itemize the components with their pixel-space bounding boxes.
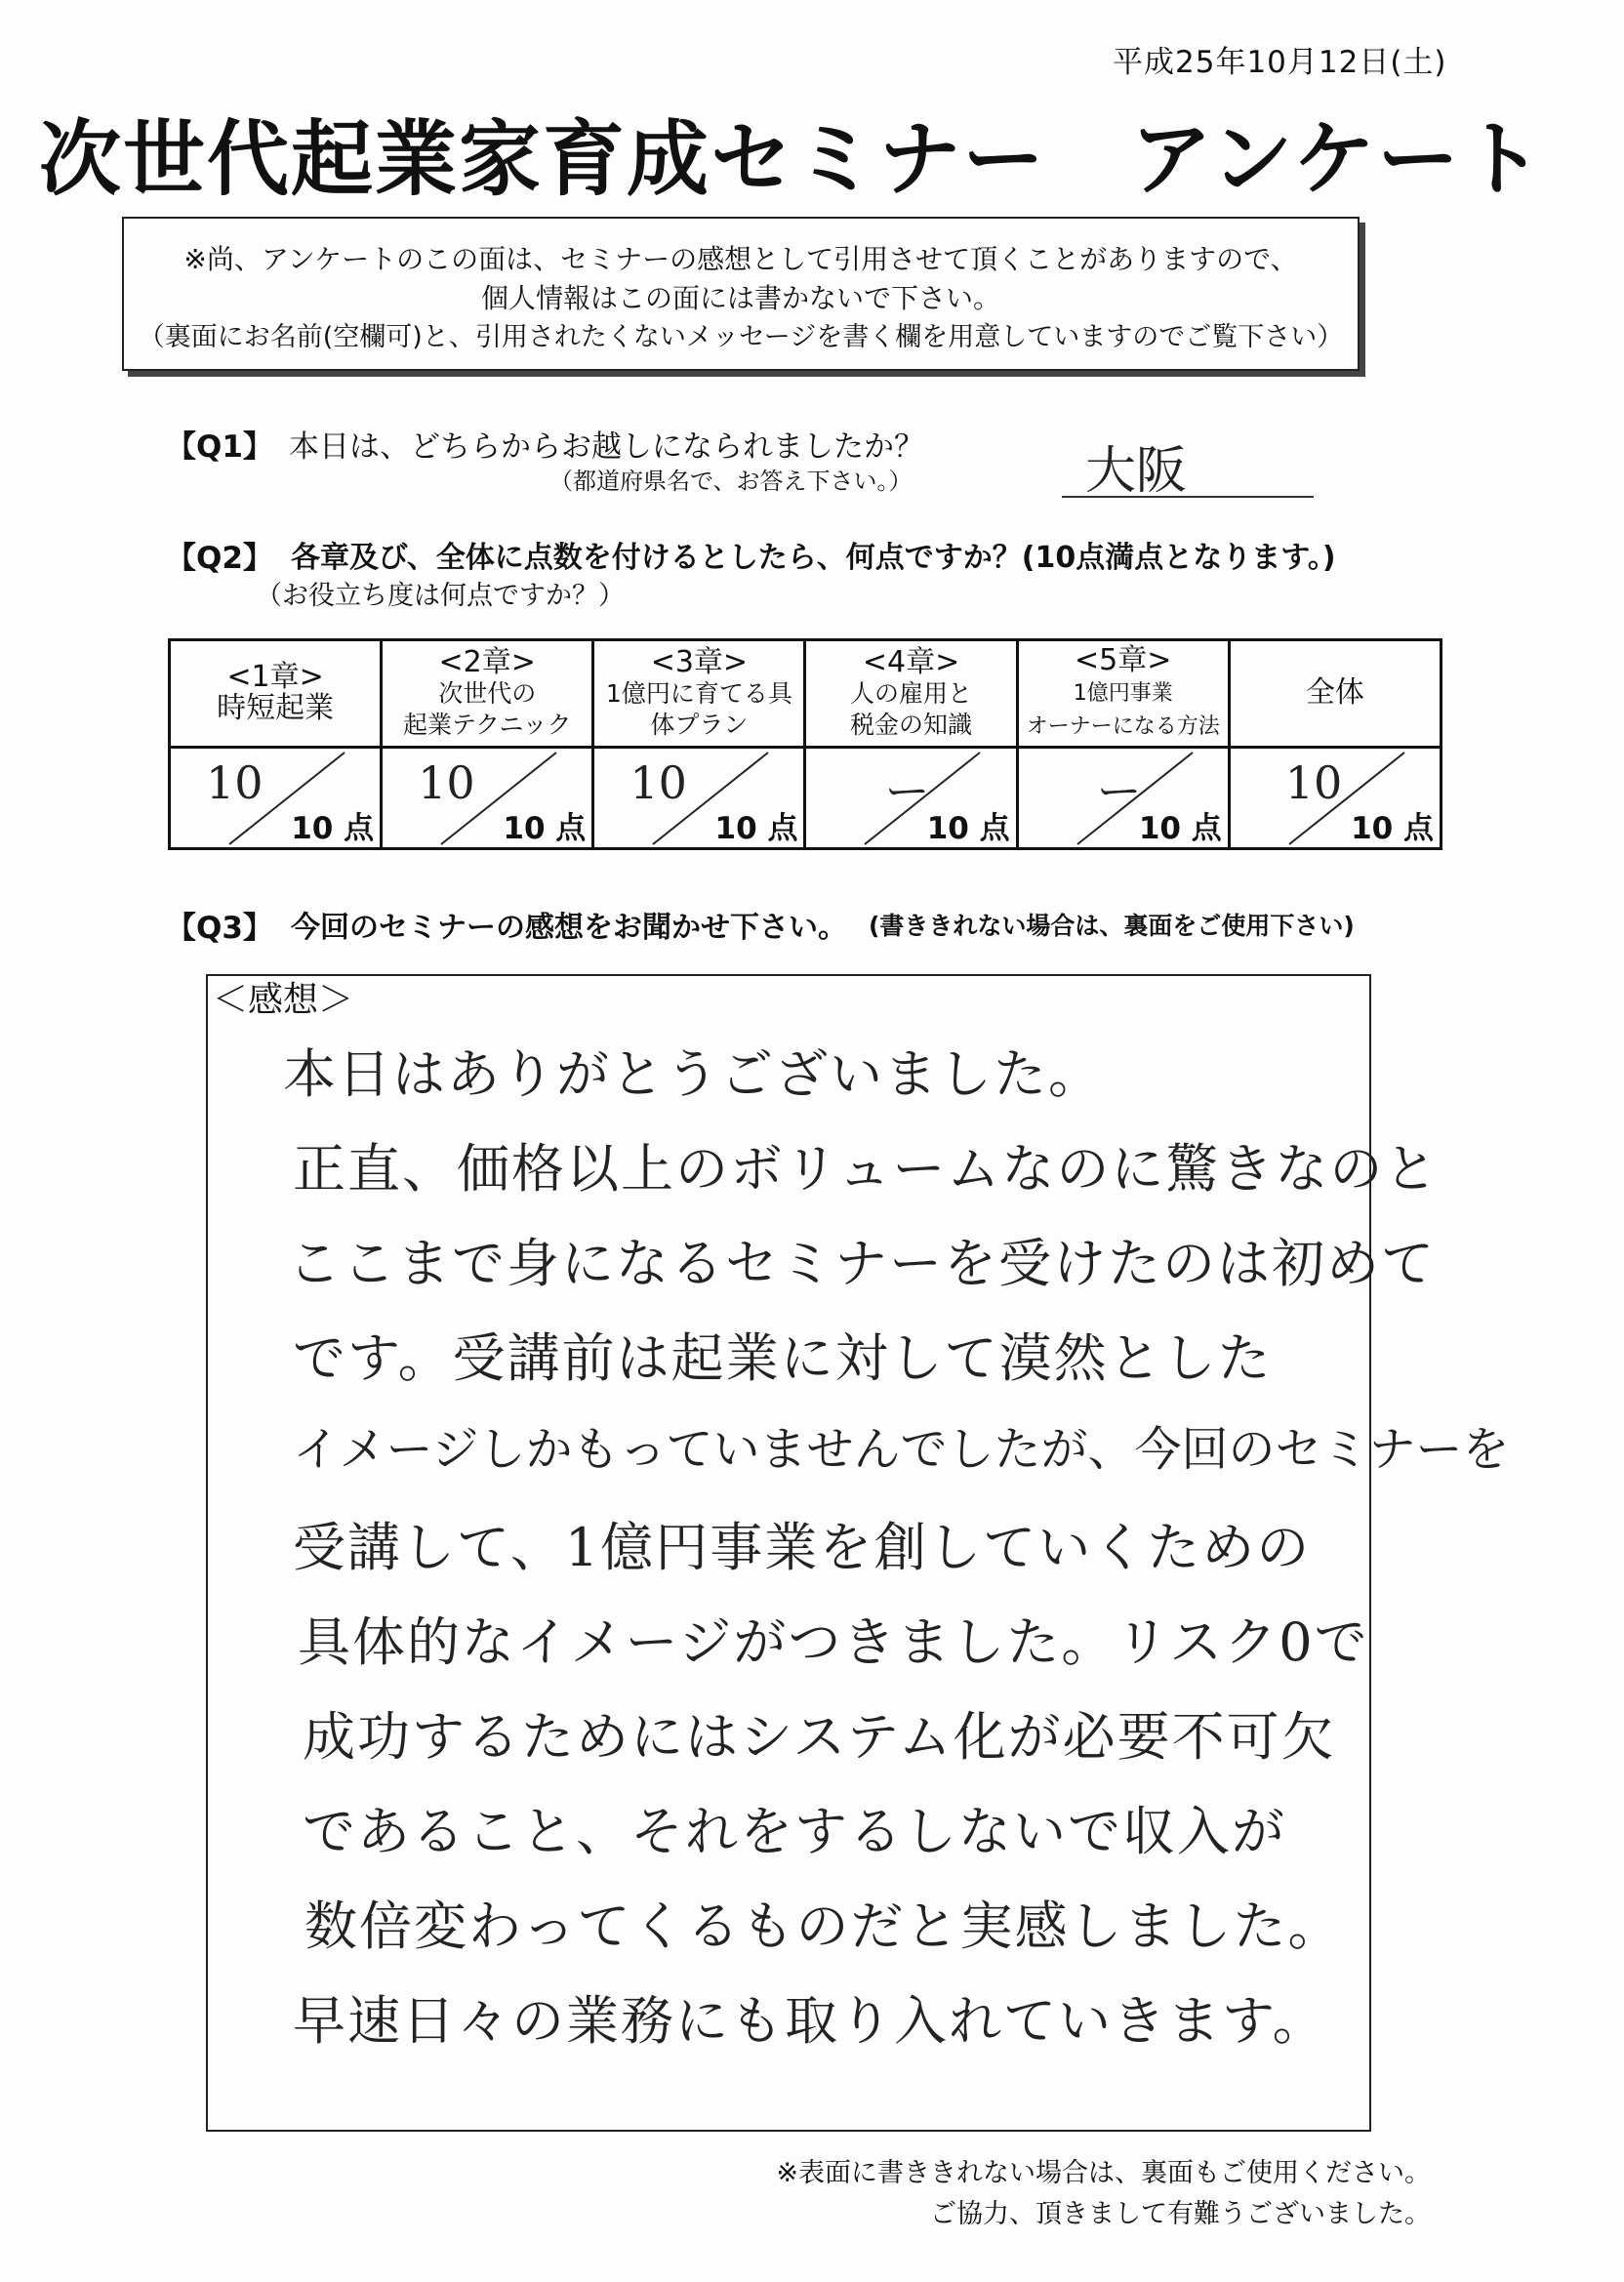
score-max: 10 点 bbox=[714, 811, 798, 846]
score-table-header bbox=[170, 640, 1441, 748]
notice-box bbox=[122, 217, 1360, 371]
score-table-values bbox=[170, 748, 1441, 849]
handwritten-line: 正直、価格以上のボリュームなのに驚きなのと bbox=[293, 1138, 1440, 1200]
q1-note: （都道府県名で、お答え下さい。） bbox=[549, 468, 913, 495]
chapter-header: <2章> 次世代の 起業テクニック bbox=[382, 640, 593, 748]
score-max: 10 点 bbox=[1351, 811, 1434, 846]
handwritten-line: です。受講前は起業に対して漠然とした bbox=[293, 1327, 1273, 1389]
score-cell bbox=[806, 749, 1015, 847]
score-value: 10 bbox=[1284, 756, 1343, 809]
chapter-header: <4章> 人の雇用と 税金の知識 bbox=[805, 640, 1017, 748]
score-cell bbox=[1231, 749, 1440, 847]
score-cell bbox=[171, 749, 380, 847]
score-max: 10 点 bbox=[503, 811, 587, 846]
page-title: 次世代起業家育成セミナー アンケート bbox=[39, 111, 1545, 207]
q1-answer-line bbox=[1062, 496, 1314, 498]
notice-line-3: （裏面にお名前(空欄可)と、引用されたくないメッセージを書く欄を用意していますのでご覧下さい） bbox=[138, 322, 1344, 352]
score-cell bbox=[594, 749, 803, 847]
score-value: ー bbox=[1096, 765, 1142, 818]
chapter-header: <3章> 1億円に育てる具 体プラン bbox=[593, 640, 805, 748]
handwritten-line: 早速日々の業務にも取り入れていきます。 bbox=[293, 1990, 1327, 2052]
impressions-label: ＜感想＞ bbox=[213, 980, 354, 1020]
handwritten-line: ここまで身になるセミナーを受けたのは初めて bbox=[288, 1233, 1436, 1294]
q3-label: 【Q3】 bbox=[166, 911, 273, 946]
q3-question: 今回のセミナーの感想をお聞かせ下さい。 bbox=[291, 911, 847, 945]
score-value: 10 bbox=[418, 756, 475, 809]
handwritten-line: 成功するためにはシステム化が必要不可欠 bbox=[303, 1706, 1336, 1768]
handwritten-line: 数倍変わってくるものだと実感しました。 bbox=[304, 1895, 1343, 1957]
handwritten-line: 具体的なイメージがつきました。リスク0で bbox=[298, 1611, 1369, 1673]
q2-note: （お役立ち度は何点ですか？） bbox=[256, 581, 625, 611]
score-max: 10 点 bbox=[291, 811, 375, 846]
q1-answer: 大阪 bbox=[1085, 442, 1188, 501]
q2-question: 各章及び、全体に点数を付けるとしたら、何点ですか？(10点満点となります。) bbox=[291, 541, 1336, 575]
score-max: 10 点 bbox=[1138, 811, 1222, 846]
notice-line-1: ※尚、アンケートのこの面は、セミナーの感想として引用させて頂くことがありますので、 bbox=[183, 243, 1298, 275]
score-cell bbox=[1019, 749, 1228, 847]
score-table bbox=[168, 638, 1442, 850]
survey-date: 平成25年10月12日(土) bbox=[1113, 45, 1447, 80]
handwritten-line: イメージしかもっていませんでしたが、今回のセミナーを bbox=[293, 1422, 1510, 1477]
score-max: 10 点 bbox=[926, 811, 1010, 846]
score-value: ー bbox=[884, 765, 930, 818]
handwritten-line: 受講して、1億円事業を創していくための bbox=[293, 1517, 1312, 1578]
q2-label: 【Q2】 bbox=[166, 541, 273, 576]
chapter-header: <5章> 1億円事業 オーナーになる方法 bbox=[1017, 640, 1229, 748]
score-value: 10 bbox=[206, 756, 264, 809]
handwritten-line: 本日はありがとうございました。 bbox=[283, 1043, 1103, 1105]
chapter-header: <1章> 時短起業 bbox=[170, 640, 382, 748]
q3-note: (書ききれない場合は、裏面をご使用下さい) bbox=[869, 912, 1355, 940]
score-value: 10 bbox=[629, 756, 687, 809]
footer-note: ※表面に書ききれない場合は、裏面もご使用ください。 bbox=[776, 2158, 1431, 2188]
q1-label: 【Q1】 bbox=[166, 429, 273, 465]
handwritten-line: であること、それをするしないで収入が bbox=[303, 1801, 1286, 1862]
footer-thanks: ご協力、頂きまして有難うございました。 bbox=[930, 2199, 1431, 2229]
overall-header: 全体 bbox=[1229, 640, 1441, 748]
notice-line-2: 個人情報はこの面には書かないで下さい。 bbox=[480, 282, 1000, 314]
q1-question: 本日は、どちらからお越しになられましたか？ bbox=[289, 429, 924, 465]
score-cell bbox=[383, 749, 591, 847]
